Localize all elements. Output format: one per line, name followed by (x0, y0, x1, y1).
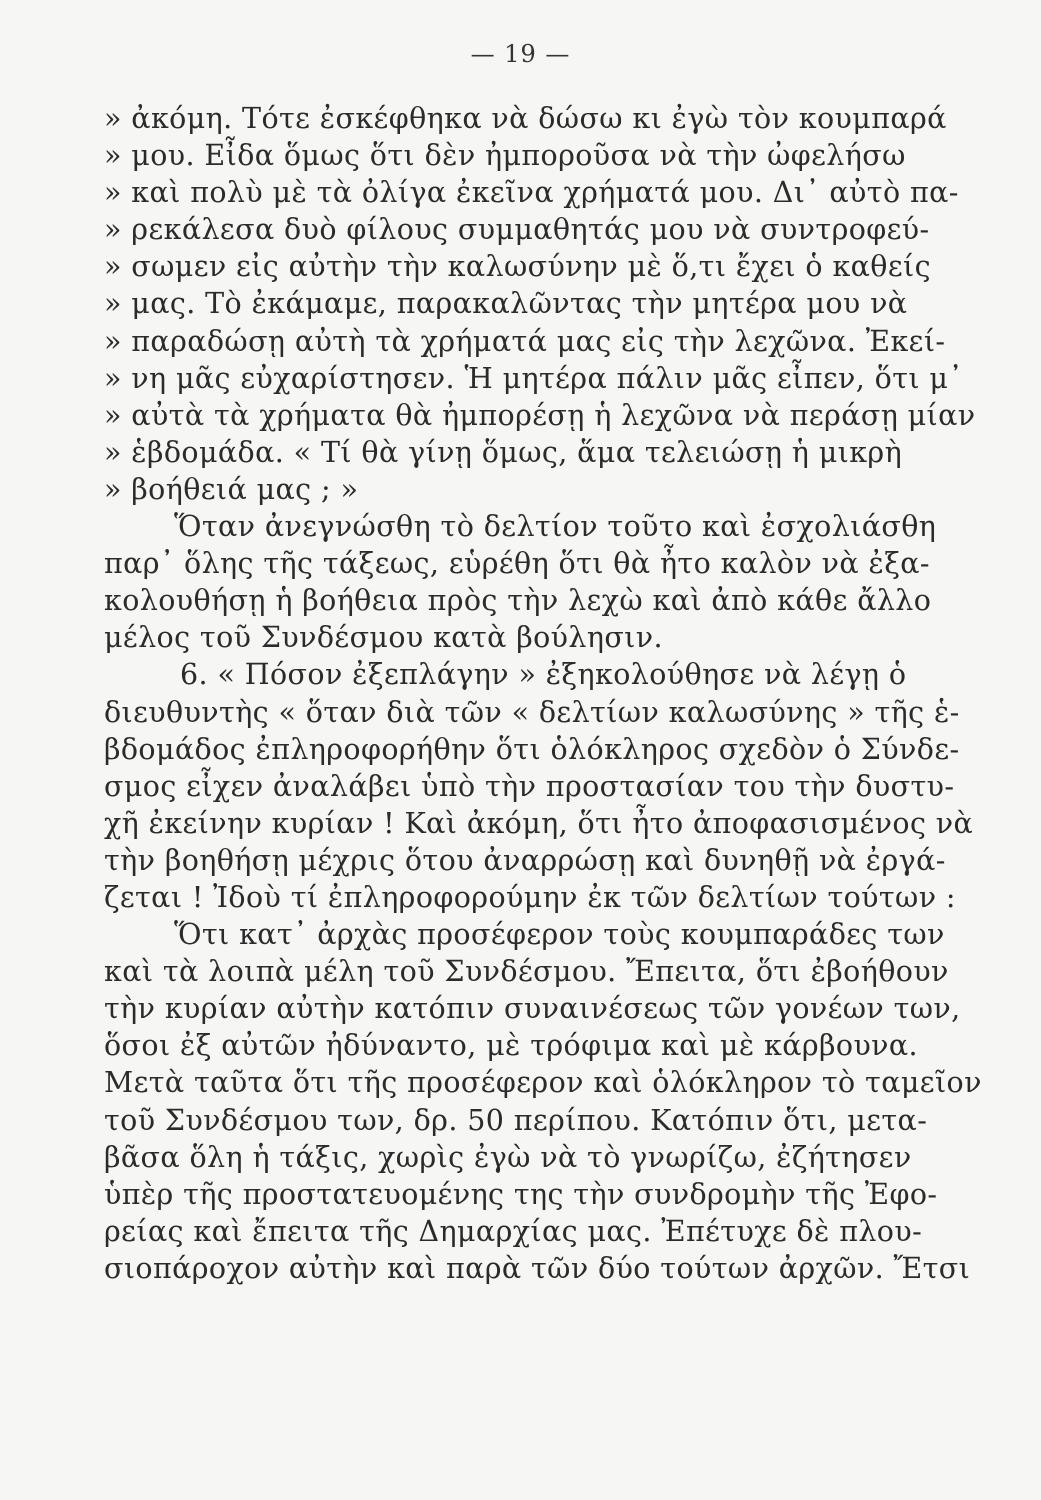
body-text (104, 100, 982, 1287)
text-line: σιοπάροχον αὐτὴν καὶ παρὰ τῶν δύο τούτων ἀρχῶν. Ἔτσι (104, 1251, 971, 1285)
text-line: κολουθήσῃ ἡ βοήθεια πρὸς τὴν λεχὼ καὶ ἀπὸ κάθε ἄλλο (104, 584, 932, 618)
text-line: » βοήθειά μας ; » (104, 472, 359, 506)
text-line: » μας. Τὸ ἐκάμαμε, παρακαλῶντας τὴν μητέρα μου νὰ (104, 287, 908, 321)
text-line: τὴν κυρίαν αὐτὴν κατόπιν συναινέσεως τῶν γονέων των, (104, 992, 961, 1026)
page-number: — 19 — (470, 40, 571, 68)
text-line: » ἀκόμη. Τότε ἐσκέφθηκα νὰ δώσω κι ἐγὼ τὸν κουμπαρά (104, 102, 947, 135)
text-line: παρ᾽ ὅλης τῆς τάξεως, εὑρέθη ὅτι θὰ ἦτο καλὸν νὰ ἐξα- (104, 547, 930, 581)
text-line: ὑπὲρ τῆς προστατευομένης της τὴν συνδρομὴν τῆς Ἐφο- (104, 1177, 938, 1211)
text-line: » σωμεν εἰς αὐτὴν τὴν καλωσύνην μὲ ὅ,τι ἔχει ὁ καθείς (104, 250, 931, 284)
text-line: μέλος τοῦ Συνδέσμου κατὰ βούλησιν. (104, 621, 663, 655)
text-line: Ὅταν ἀνεγνώσθη τὸ δελτίον τοῦτο καὶ ἐσχολιάσθη (174, 510, 937, 544)
text-line: ρείας καὶ ἔπειτα τῆς Δημαρχίας μας. Ἐπέτυχε δὲ πλου- (104, 1214, 923, 1248)
text-line: » παραδώσῃ αὐτὴ τὰ χρήματά μας εἰς τὴν λεχῶνα. Ἐκεί- (104, 324, 946, 358)
text-line: διευθυντὴς « ὅταν διὰ τῶν « δελτίων καλωσύνης » τῆς ἑ- (104, 695, 960, 729)
text-line: 6. « Πόσον ἐξεπλάγην » ἐξηκολούθησε νὰ λέγῃ ὁ (180, 658, 907, 692)
text-line: βᾶσα ὅλη ἡ τάξις, χωρὶς ἐγὼ νὰ τὸ γνωρίζω, ἐζήτησεν (104, 1140, 912, 1174)
text-line: » ρεκάλεσα δυὸ φίλους συμμαθητάς μου νὰ συντροφεύ- (104, 213, 930, 247)
text-line: ζεται ! Ἰδοὺ τί ἐπληροφορούμην ἐκ τῶν δελτίων τούτων : (104, 880, 956, 914)
text-line: βδομάδος ἐπληροφορήθην ὅτι ὁλόκληρος σχεδὸν ὁ Σύνδε- (104, 732, 960, 766)
text-line: σμος εἶχεν ἀναλάβει ὑπὸ τὴν προστασίαν του τὴν δυστυ- (104, 769, 955, 803)
text-line: » μου. Εἶδα ὅμως ὅτι δὲν ἠμποροῦσα νὰ τὴν ὠφελήσω (104, 139, 906, 173)
text-line: τὴν βοηθήσῃ μέχρις ὅτου ἀναρρώσῃ καὶ δυνηθῇ νὰ ἐργά- (104, 843, 946, 877)
text-line: τοῦ Συνδέσμου των, δρ. 50 περίπου. Κατόπιν ὅτι, μετα- (104, 1103, 928, 1137)
text-line: » ἑβδομάδα. « Τί θὰ γίνῃ ὅμως, ἅμα τελειώσῃ ἡ μικρὴ (104, 435, 903, 469)
text-line: » νη μᾶς εὐχαρίστησεν. Ἡ μητέρα πάλιν μᾶς εἶπεν, ὅτι μ᾽ (104, 361, 963, 395)
text-line: ὅσοι ἐξ αὐτῶν ἠδύναντο, μὲ τρόφιμα καὶ μὲ κάρβουνα. (104, 1029, 919, 1063)
text-line: Ὅτι κατ᾽ ἀρχὰς προσέφερον τοὺς κουμπαράδες των (174, 918, 945, 952)
text-line: χῆ ἐκείνην κυρίαν ! Καὶ ἀκόμη, ὅτι ἦτο ἀποφασισμένος νὰ (104, 806, 974, 840)
text-line: καὶ τὰ λοιπὰ μέλη τοῦ Συνδέσμου. Ἔπειτα, ὅτι ἐβοήθουν (104, 955, 949, 989)
text-line: Μετὰ ταῦτα ὅτι τῆς προσέφερον καὶ ὁλόκληρον τὸ ταμεῖον (104, 1066, 982, 1100)
text-line: » αὐτὰ τὰ χρήματα θὰ ἠμπορέσῃ ἡ λεχῶνα νὰ περάσῃ μίαν (104, 398, 976, 432)
text-line: » καὶ πολὺ μὲ τὰ ὀλίγα ἐκεῖνα χρήματά μου. Δι᾽ αὐτὸ πα- (104, 176, 959, 210)
